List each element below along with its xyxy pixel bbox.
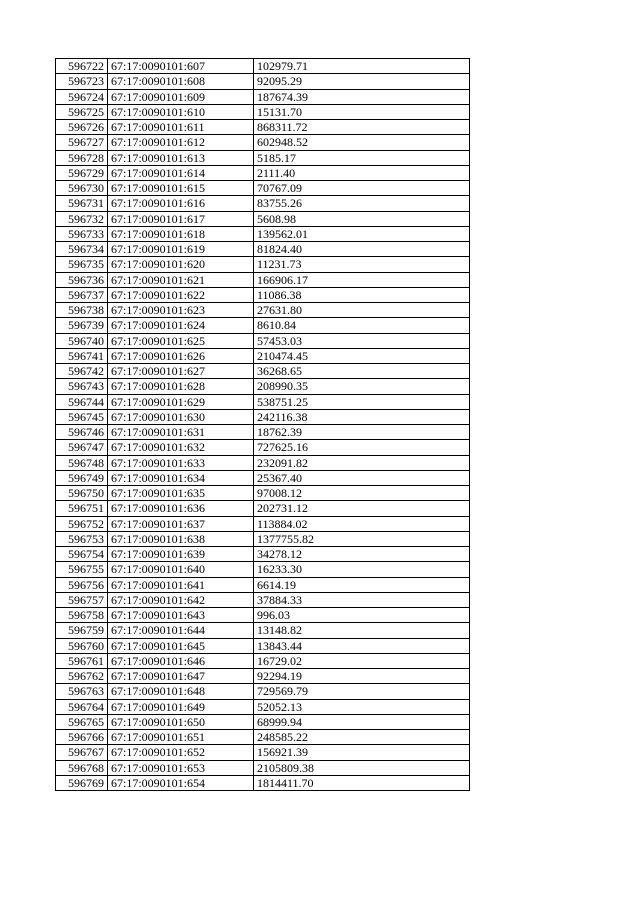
cadastral-number-cell: 67:17:0090101:626 <box>108 348 254 363</box>
value-cell: 52052.13 <box>254 699 470 714</box>
table-row <box>56 89 470 104</box>
row-number-cell: 596740 <box>56 333 108 348</box>
cadastral-number-cell: 67:17:0090101:630 <box>108 409 254 424</box>
table-row <box>56 74 470 89</box>
row-number-cell: 596741 <box>56 348 108 363</box>
table-row <box>56 272 470 287</box>
cadastral-number-cell: 67:17:0090101:619 <box>108 242 254 257</box>
cadastral-number-cell: 67:17:0090101:652 <box>108 745 254 760</box>
row-number-cell: 596757 <box>56 592 108 607</box>
table-row <box>56 211 470 226</box>
table-row <box>56 745 470 760</box>
value-cell: 34278.12 <box>254 547 470 562</box>
value-cell: 36268.65 <box>254 364 470 379</box>
value-cell: 1377755.82 <box>254 531 470 546</box>
value-cell: 113884.02 <box>254 516 470 531</box>
value-cell: 156921.39 <box>254 745 470 760</box>
cadastral-number-cell: 67:17:0090101:622 <box>108 287 254 302</box>
cadastral-number-cell: 67:17:0090101:616 <box>108 196 254 211</box>
row-number-cell: 596766 <box>56 730 108 745</box>
row-number-cell: 596746 <box>56 425 108 440</box>
value-cell: 139562.01 <box>254 226 470 241</box>
row-number-cell: 596751 <box>56 501 108 516</box>
row-number-cell: 596750 <box>56 486 108 501</box>
row-number-cell: 596767 <box>56 745 108 760</box>
value-cell: 996.03 <box>254 608 470 623</box>
value-cell: 18762.39 <box>254 425 470 440</box>
cadastral-number-cell: 67:17:0090101:620 <box>108 257 254 272</box>
row-number-cell: 596731 <box>56 196 108 211</box>
table-row <box>56 226 470 241</box>
row-number-cell: 596737 <box>56 287 108 302</box>
value-cell: 538751.25 <box>254 394 470 409</box>
value-cell: 70767.09 <box>254 181 470 196</box>
value-cell: 13148.82 <box>254 623 470 638</box>
cadastral-value-table <box>55 58 470 791</box>
value-cell: 5608.98 <box>254 211 470 226</box>
table-row <box>56 486 470 501</box>
cadastral-number-cell: 67:17:0090101:627 <box>108 364 254 379</box>
table-row <box>56 150 470 165</box>
value-cell: 81824.40 <box>254 242 470 257</box>
value-cell: 102979.71 <box>254 59 470 74</box>
value-cell: 208990.35 <box>254 379 470 394</box>
value-cell: 868311.72 <box>254 120 470 135</box>
table-row <box>56 440 470 455</box>
table-row <box>56 333 470 348</box>
cadastral-number-cell: 67:17:0090101:649 <box>108 699 254 714</box>
cadastral-number-cell: 67:17:0090101:650 <box>108 714 254 729</box>
table-row <box>56 592 470 607</box>
table-row <box>56 730 470 745</box>
table-row <box>56 303 470 318</box>
row-number-cell: 596745 <box>56 409 108 424</box>
cadastral-number-cell: 67:17:0090101:631 <box>108 425 254 440</box>
row-number-cell: 596728 <box>56 150 108 165</box>
row-number-cell: 596748 <box>56 455 108 470</box>
value-cell: 248585.22 <box>254 730 470 745</box>
table-row <box>56 623 470 638</box>
row-number-cell: 596725 <box>56 104 108 119</box>
table-row <box>56 196 470 211</box>
table-row <box>56 562 470 577</box>
row-number-cell: 596753 <box>56 531 108 546</box>
value-cell: 68999.94 <box>254 714 470 729</box>
row-number-cell: 596765 <box>56 714 108 729</box>
row-number-cell: 596756 <box>56 577 108 592</box>
row-number-cell: 596739 <box>56 318 108 333</box>
cadastral-number-cell: 67:17:0090101:625 <box>108 333 254 348</box>
cadastral-number-cell: 67:17:0090101:643 <box>108 608 254 623</box>
value-cell: 27631.80 <box>254 303 470 318</box>
table-row <box>56 684 470 699</box>
value-cell: 2105809.38 <box>254 760 470 775</box>
row-number-cell: 596747 <box>56 440 108 455</box>
row-number-cell: 596761 <box>56 653 108 668</box>
value-cell: 92095.29 <box>254 74 470 89</box>
row-number-cell: 596738 <box>56 303 108 318</box>
table-row <box>56 714 470 729</box>
value-cell: 16729.02 <box>254 653 470 668</box>
row-number-cell: 596769 <box>56 775 108 790</box>
table-row <box>56 287 470 302</box>
cadastral-number-cell: 67:17:0090101:618 <box>108 226 254 241</box>
cadastral-number-cell: 67:17:0090101:611 <box>108 120 254 135</box>
row-number-cell: 596762 <box>56 669 108 684</box>
value-cell: 92294.19 <box>254 669 470 684</box>
row-number-cell: 596742 <box>56 364 108 379</box>
value-cell: 232091.82 <box>254 455 470 470</box>
cadastral-number-cell: 67:17:0090101:633 <box>108 455 254 470</box>
cadastral-number-cell: 67:17:0090101:624 <box>108 318 254 333</box>
table-row <box>56 760 470 775</box>
table-row <box>56 608 470 623</box>
table-row <box>56 242 470 257</box>
table-row <box>56 638 470 653</box>
cadastral-number-cell: 67:17:0090101:644 <box>108 623 254 638</box>
row-number-cell: 596764 <box>56 699 108 714</box>
cadastral-number-cell: 67:17:0090101:617 <box>108 211 254 226</box>
row-number-cell: 596722 <box>56 59 108 74</box>
table-row <box>56 257 470 272</box>
row-number-cell: 596734 <box>56 242 108 257</box>
cadastral-number-cell: 67:17:0090101:647 <box>108 669 254 684</box>
table-row <box>56 775 470 790</box>
cadastral-number-cell: 67:17:0090101:646 <box>108 653 254 668</box>
table-row <box>56 104 470 119</box>
value-cell: 13843.44 <box>254 638 470 653</box>
row-number-cell: 596732 <box>56 211 108 226</box>
cadastral-number-cell: 67:17:0090101:632 <box>108 440 254 455</box>
table-row <box>56 59 470 74</box>
row-number-cell: 596730 <box>56 181 108 196</box>
cadastral-number-cell: 67:17:0090101:641 <box>108 577 254 592</box>
cadastral-number-cell: 67:17:0090101:651 <box>108 730 254 745</box>
cadastral-number-cell: 67:17:0090101:640 <box>108 562 254 577</box>
table-row <box>56 455 470 470</box>
table-row <box>56 394 470 409</box>
table-body <box>56 59 470 791</box>
value-cell: 97008.12 <box>254 486 470 501</box>
row-number-cell: 596752 <box>56 516 108 531</box>
table-row <box>56 135 470 150</box>
cadastral-number-cell: 67:17:0090101:623 <box>108 303 254 318</box>
value-cell: 166906.17 <box>254 272 470 287</box>
row-number-cell: 596735 <box>56 257 108 272</box>
table-row <box>56 653 470 668</box>
value-cell: 57453.03 <box>254 333 470 348</box>
value-cell: 6614.19 <box>254 577 470 592</box>
cadastral-number-cell: 67:17:0090101:645 <box>108 638 254 653</box>
table-row <box>56 470 470 485</box>
value-cell: 1814411.70 <box>254 775 470 790</box>
value-cell: 25367.40 <box>254 470 470 485</box>
table-row <box>56 669 470 684</box>
value-cell: 729569.79 <box>254 684 470 699</box>
row-number-cell: 596726 <box>56 120 108 135</box>
value-cell: 15131.70 <box>254 104 470 119</box>
cadastral-number-cell: 67:17:0090101:607 <box>108 59 254 74</box>
cadastral-number-cell: 67:17:0090101:642 <box>108 592 254 607</box>
table-row <box>56 516 470 531</box>
cadastral-number-cell: 67:17:0090101:613 <box>108 150 254 165</box>
row-number-cell: 596758 <box>56 608 108 623</box>
cadastral-number-cell: 67:17:0090101:636 <box>108 501 254 516</box>
row-number-cell: 596729 <box>56 165 108 180</box>
value-cell: 8610.84 <box>254 318 470 333</box>
value-cell: 2111.40 <box>254 165 470 180</box>
cadastral-number-cell: 67:17:0090101:654 <box>108 775 254 790</box>
value-cell: 83755.26 <box>254 196 470 211</box>
value-cell: 16233.30 <box>254 562 470 577</box>
value-cell: 727625.16 <box>254 440 470 455</box>
cadastral-number-cell: 67:17:0090101:628 <box>108 379 254 394</box>
value-cell: 11231.73 <box>254 257 470 272</box>
row-number-cell: 596733 <box>56 226 108 241</box>
cadastral-number-cell: 67:17:0090101:609 <box>108 89 254 104</box>
table-row <box>56 547 470 562</box>
table-row <box>56 318 470 333</box>
cadastral-number-cell: 67:17:0090101:615 <box>108 181 254 196</box>
row-number-cell: 596754 <box>56 547 108 562</box>
row-number-cell: 596736 <box>56 272 108 287</box>
cadastral-number-cell: 67:17:0090101:614 <box>108 165 254 180</box>
row-number-cell: 596763 <box>56 684 108 699</box>
row-number-cell: 596727 <box>56 135 108 150</box>
table-row <box>56 165 470 180</box>
row-number-cell: 596755 <box>56 562 108 577</box>
cadastral-number-cell: 67:17:0090101:610 <box>108 104 254 119</box>
cadastral-number-cell: 67:17:0090101:629 <box>108 394 254 409</box>
table-row <box>56 348 470 363</box>
cadastral-number-cell: 67:17:0090101:653 <box>108 760 254 775</box>
cadastral-number-cell: 67:17:0090101:638 <box>108 531 254 546</box>
table-row <box>56 501 470 516</box>
cadastral-number-cell: 67:17:0090101:635 <box>108 486 254 501</box>
table-row <box>56 120 470 135</box>
table-row <box>56 379 470 394</box>
value-cell: 202731.12 <box>254 501 470 516</box>
table-row <box>56 425 470 440</box>
row-number-cell: 596768 <box>56 760 108 775</box>
value-cell: 5185.17 <box>254 150 470 165</box>
value-cell: 242116.38 <box>254 409 470 424</box>
cadastral-number-cell: 67:17:0090101:639 <box>108 547 254 562</box>
value-cell: 602948.52 <box>254 135 470 150</box>
table-row <box>56 531 470 546</box>
value-cell: 210474.45 <box>254 348 470 363</box>
value-cell: 37884.33 <box>254 592 470 607</box>
table-row <box>56 364 470 379</box>
table-row <box>56 577 470 592</box>
row-number-cell: 596749 <box>56 470 108 485</box>
row-number-cell: 596724 <box>56 89 108 104</box>
cadastral-number-cell: 67:17:0090101:608 <box>108 74 254 89</box>
cadastral-number-cell: 67:17:0090101:634 <box>108 470 254 485</box>
cadastral-number-cell: 67:17:0090101:621 <box>108 272 254 287</box>
table-row <box>56 699 470 714</box>
row-number-cell: 596723 <box>56 74 108 89</box>
table-row <box>56 181 470 196</box>
table-row <box>56 409 470 424</box>
row-number-cell: 596759 <box>56 623 108 638</box>
value-cell: 187674.39 <box>254 89 470 104</box>
cadastral-number-cell: 67:17:0090101:612 <box>108 135 254 150</box>
row-number-cell: 596744 <box>56 394 108 409</box>
value-cell: 11086.38 <box>254 287 470 302</box>
cadastral-number-cell: 67:17:0090101:637 <box>108 516 254 531</box>
row-number-cell: 596743 <box>56 379 108 394</box>
cadastral-number-cell: 67:17:0090101:648 <box>108 684 254 699</box>
row-number-cell: 596760 <box>56 638 108 653</box>
